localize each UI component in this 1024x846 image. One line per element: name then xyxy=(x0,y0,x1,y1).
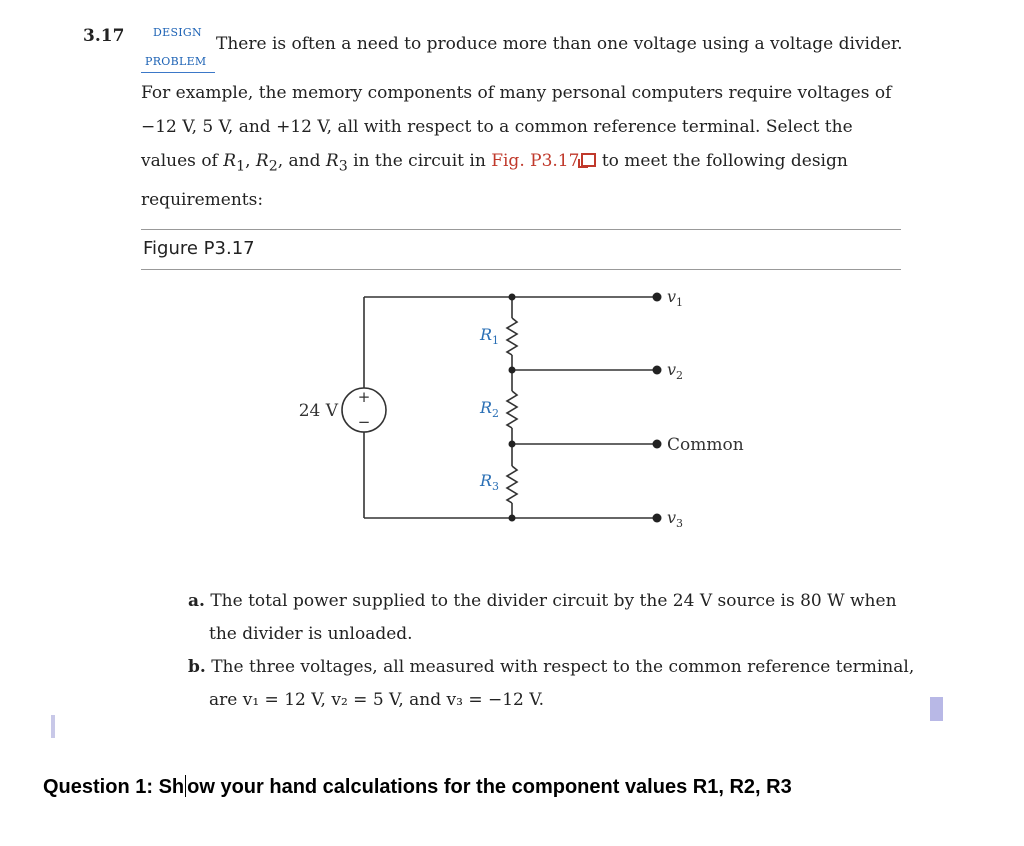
junction-dot xyxy=(509,441,516,448)
resistor-r1 xyxy=(507,318,517,355)
source-plus-sign: + xyxy=(357,388,371,406)
figure-link[interactable]: Fig. P3.17 xyxy=(491,151,580,171)
figure-title: Figure P3.17 xyxy=(143,238,255,259)
design-tag-underline xyxy=(141,72,215,73)
r2-label: $R_2$ xyxy=(480,398,500,420)
text-cursor xyxy=(185,775,186,797)
v3-label: $v_3$ xyxy=(667,508,684,530)
terminal-v2 xyxy=(653,366,662,375)
popout-icon[interactable] xyxy=(581,153,596,167)
problem-intro: There is often a need to produce more than one voltage using a voltage divider. xyxy=(216,34,903,54)
requirement-b: b. The three voltages, all measured with respect to the common reference terminal, are v₁ = 12 V, v₂ = 5 V, and v₃ = −12 V. xyxy=(188,657,915,710)
junction-dot xyxy=(509,294,516,301)
selection-marker-right[interactable] xyxy=(930,697,943,721)
problem-paragraph: For example, the memory components of many personal computers require voltages of −12 V, 5 V, and +12 V, all with respect to a common reference terminal. Select the values of $R_1$, $R_2$, and $R_3$ in the circuit in Fig. P3.17 to meet the following design requirements: xyxy=(141,83,892,211)
source-minus-sign: − xyxy=(357,413,371,431)
terminal-common xyxy=(653,440,662,449)
problem-number: 3.17 xyxy=(83,26,125,46)
figure-bottom-rule xyxy=(141,269,901,270)
resistor-r2 xyxy=(507,391,517,428)
terminal-v1 xyxy=(653,293,662,302)
selection-marker-left xyxy=(51,715,55,738)
voltage-source xyxy=(342,388,386,432)
junction-dot xyxy=(509,367,516,374)
figure-top-rule xyxy=(141,229,901,230)
junction-dot xyxy=(509,515,516,522)
r1-label: $R_1$ xyxy=(480,325,500,347)
r3-label: $R_3$ xyxy=(480,471,500,493)
resistor-r3 xyxy=(507,466,517,503)
question-text[interactable]: Question 1: Sh ow your hand calculations for the component values R1, R2, R3 xyxy=(43,776,792,798)
source-label: 24 V xyxy=(298,401,338,421)
v2-label: $v_2$ xyxy=(667,360,684,382)
common-label: Common xyxy=(667,435,744,455)
requirement-a: a. The total power supplied to the divider circuit by the 24 V source is 80 W when the divider is unloaded. xyxy=(188,591,897,644)
design-tag-line2: PROBLEM xyxy=(145,55,207,68)
terminal-v3 xyxy=(653,514,662,523)
design-tag-line1: DESIGN xyxy=(153,26,202,39)
v1-label: $v_1$ xyxy=(667,287,684,309)
